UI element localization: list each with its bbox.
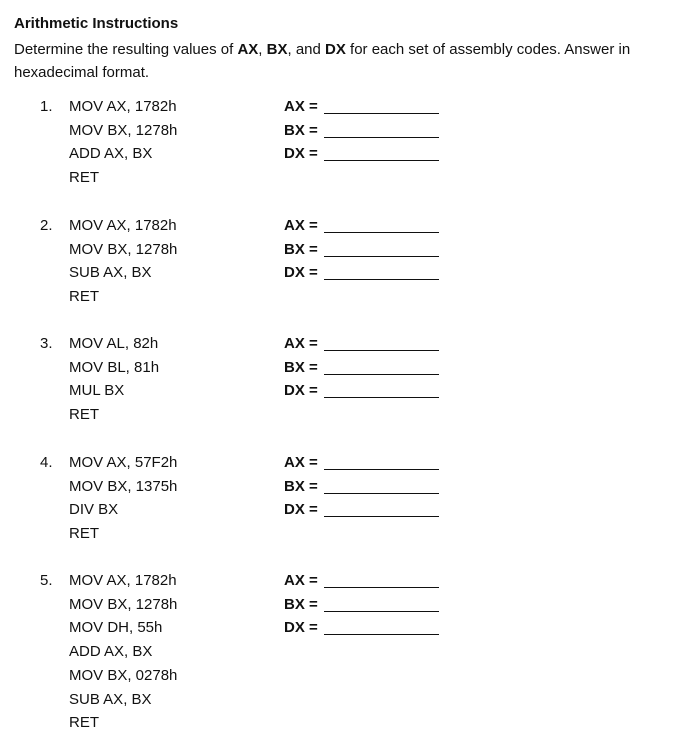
code-line: MOV AX, 1782h: [69, 572, 177, 589]
answer-blank-dx[interactable]: [324, 516, 439, 517]
answer-bx: [284, 121, 318, 141]
code-line: SUB AX, BX: [69, 691, 152, 708]
answer-label: AX =: [284, 98, 318, 115]
answer-blank-dx[interactable]: [324, 160, 439, 161]
answer-blank-ax[interactable]: [324, 350, 439, 351]
answer-blank-ax[interactable]: [324, 232, 439, 233]
code-line: ADD AX, BX: [69, 145, 153, 162]
problem-number: 3.: [40, 335, 53, 352]
answer-dx: [284, 618, 318, 638]
answer-dx: [284, 381, 318, 401]
problem-number: 4.: [40, 454, 53, 471]
instructions-part2: for each set of assembly codes. Answer in hexadecimal format.: [14, 41, 631, 81]
answer-label: DX =: [284, 501, 318, 518]
answer-blank-ax[interactable]: [324, 113, 439, 114]
answer-label: DX =: [284, 382, 318, 399]
worksheet-title: Arithmetic Instructions: [14, 15, 179, 32]
answer-label: DX =: [284, 264, 318, 281]
answer-bx: [284, 477, 318, 497]
answer-bx: [284, 595, 318, 615]
code-line: ADD AX, BX: [69, 643, 153, 660]
answer-blank-dx[interactable]: [324, 634, 439, 635]
answer-label: AX =: [284, 335, 318, 352]
answer-blank-ax[interactable]: [324, 587, 439, 588]
code-line: DIV BX: [69, 501, 119, 518]
code-line: RET: [69, 525, 99, 542]
code-line: RET: [69, 288, 99, 305]
answer-label: BX =: [284, 596, 318, 613]
instructions-register-bx: BX: [266, 41, 288, 58]
code-line: RET: [69, 406, 99, 423]
answer-label: BX =: [284, 359, 318, 376]
instructions-separator-2: , and: [287, 41, 326, 58]
code-line: MOV AX, 1782h: [69, 217, 177, 234]
code-line: MOV AX, 1782h: [69, 98, 177, 115]
instructions-part1: Determine the resulting values of: [14, 41, 238, 58]
code-line: MOV DH, 55h: [69, 619, 163, 636]
code-line: MOV BL, 81h: [69, 359, 160, 376]
answer-blank-dx[interactable]: [324, 397, 439, 398]
answer-blank-dx[interactable]: [324, 279, 439, 280]
code-line: RET: [69, 714, 99, 731]
answer-dx: [284, 263, 318, 283]
code-line: MOV BX, 1375h: [69, 478, 178, 495]
code-line: MOV BX, 1278h: [69, 241, 178, 258]
answer-ax: [284, 571, 318, 591]
instructions-register-dx: DX: [325, 41, 346, 58]
answer-bx: [284, 358, 318, 378]
answer-label: BX =: [284, 478, 318, 495]
answer-label: DX =: [284, 619, 318, 636]
answer-ax: [284, 97, 318, 117]
answer-label: AX =: [284, 217, 318, 234]
code-line: SUB AX, BX: [69, 264, 152, 281]
problem-number: 1.: [40, 98, 53, 115]
answer-blank-bx[interactable]: [324, 611, 439, 612]
problem-number: 2.: [40, 217, 53, 234]
problem-number: 5.: [40, 572, 53, 589]
instructions-separator-1: ,: [258, 41, 267, 58]
answer-label: BX =: [284, 122, 318, 139]
code-line: RET: [69, 169, 99, 186]
instructions-text: [14, 38, 694, 84]
answer-label: AX =: [284, 454, 318, 471]
code-line: MOV BX, 1278h: [69, 596, 178, 613]
answer-ax: [284, 334, 318, 354]
answer-blank-bx[interactable]: [324, 137, 439, 138]
answer-bx: [284, 240, 318, 260]
answer-ax: [284, 453, 318, 473]
answer-dx: [284, 500, 318, 520]
instructions-register-ax: AX: [237, 41, 259, 58]
code-line: MUL BX: [69, 382, 125, 399]
answer-blank-bx[interactable]: [324, 374, 439, 375]
answer-label: BX =: [284, 241, 318, 258]
code-line: MOV BX, 0278h: [69, 667, 178, 684]
answer-label: DX =: [284, 145, 318, 162]
code-line: MOV AX, 57F2h: [69, 454, 178, 471]
answer-blank-bx[interactable]: [324, 493, 439, 494]
code-line: MOV AL, 82h: [69, 335, 159, 352]
answer-label: AX =: [284, 572, 318, 589]
answer-ax: [284, 216, 318, 236]
answer-blank-bx[interactable]: [324, 256, 439, 257]
code-line: MOV BX, 1278h: [69, 122, 178, 139]
answer-dx: [284, 144, 318, 164]
answer-blank-ax[interactable]: [324, 469, 439, 470]
